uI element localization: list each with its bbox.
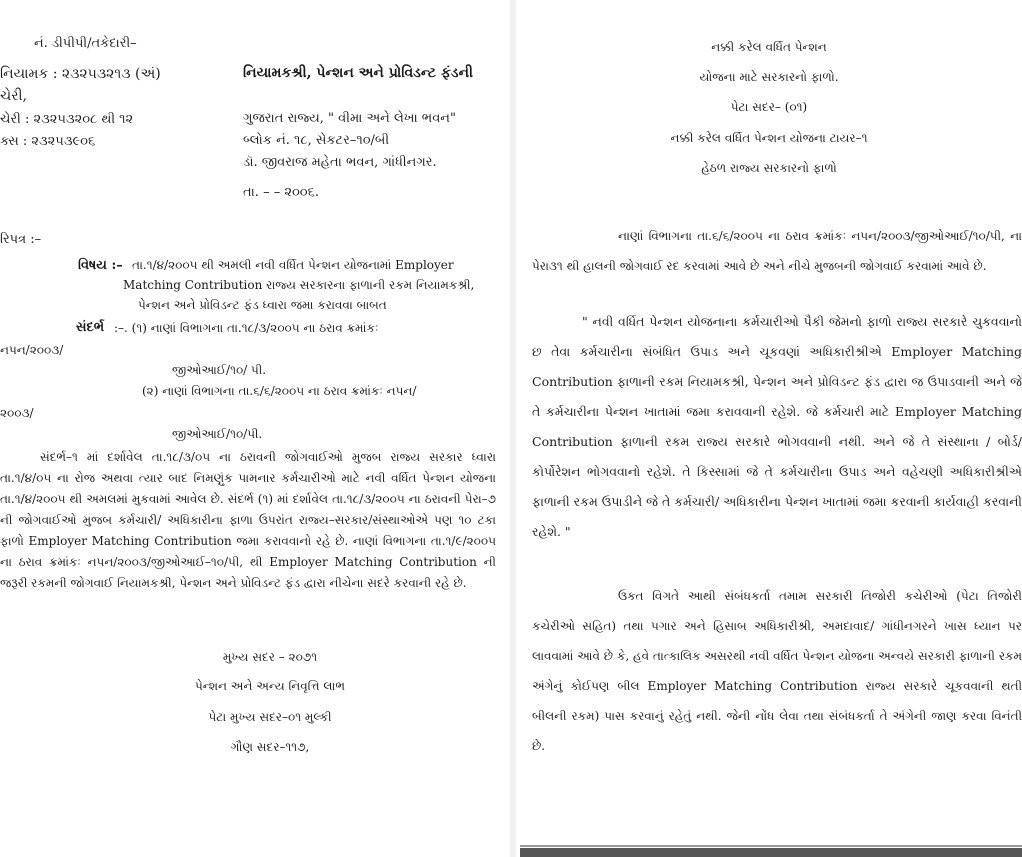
reference-1-line-3: જીઓઆઈ/૧૦/ પી.	[172, 363, 267, 377]
left-page	[0, 0, 510, 857]
subject-line-1: તા.૧/૪/૨૦૦૫ થી અમલી નવી વર્ધિત પેન્શન યોજનામાં Employer	[132, 258, 454, 272]
page-edge-line	[520, 845, 1022, 847]
phone-office: નિયામક : ૨૩૨૫૩૨૧૩ (અં)	[0, 66, 161, 82]
reference-2-line-1: (૨) નાણાં વિભાગના તા.૬/૬/૨૦૦૫ ના ઠરાવ ક્રમાંકઃ નપન/	[142, 384, 417, 398]
budget-head-3: પેટા મુખ્ય સદર–૦૧ મુલ્કી	[208, 710, 332, 724]
right-head-1: નક્કી કરેલ વર્ધિત પેન્શન	[711, 40, 827, 54]
page-edge-bar	[520, 848, 1022, 857]
right-paragraph-1: નાણાં વિભાગના તા.૬/૬/૨૦૦૫ ના ઠરાવ ક્રમાંકઃ નપન/૨૦૦૩/જીઓઆઈ/૧૦/પી, ના પેરા૩૧ થી હાલની જોગવાઈ રદ કરવામાં આવે છે અને નીચે મુજબની જોગવાઈ કરવામાં આવે છે.	[532, 229, 1022, 273]
right-head-2: યોજના માટે સરકારનો ફાળો.	[699, 70, 839, 84]
reference-2-line-2: ૨૦૦૩/	[0, 406, 34, 420]
right-head-5: હેઠળ રાજ્ય સરકારનો ફાળો	[701, 161, 837, 175]
budget-head-1: મુખ્ય સદર – ૨૦૭૧	[222, 650, 318, 664]
right-page	[516, 0, 1022, 857]
reference-1-line-1: :–. (૧) નાણાં વિભાગના તા.૧૮/૩/૨૦૦૫ ના ઠરાવ ક્રમાંકઃ	[114, 321, 379, 335]
budget-head-4: ગૌણ સદર–૧૧૭,	[230, 740, 310, 754]
subject-line-3: પેન્શન અને પ્રોવિડન્ટ ફંડ ધ્વારા જમા કરાવવા બાબત	[138, 298, 387, 312]
right-paragraph-2: " નવી વર્ધિત પેન્શન યોજનાના કર્મચારીઓ પૈકી જેમનો ફાળો રાજ્ય સરકારે ચુકવવાનો છ તેવા કર્મચારીના સંબંધિત ઉપાડ અને ચૂકવણાં અધિકારીશ્રીએ Employer Matching Contribution ફાળાની રકમ નિયામકશ્રી, પેન્શન અને પ્રોવિડન્ટ ફંડ દ્વારા જ ઉપાડવાની અને જે તે કર્મચારીના પેન્શન ખાતામાં જમા કરાવવાની રહેશે. જે કર્મચારી માટે Employer Matching Contribution ફાળાની રકમ રાજ્ય સરકારે ભોગવવાની નથી. અને જે તે સંસ્થાના / બોર્ડ/ કોર્પોરેશન ભોગવવાનો રહેશે. તે કિસ્સામાં જે તે કર્મચારીના ઉપાડ અને વહેચણી અધિકારીશ્રીએ ફાળાની રકમ ઉપાડીને જે તે કર્મચારી/ અધિકારીના પેન્શન ખાતામાં જમા કરવાની કાર્યવાહી કરવાની રહેશે. "	[532, 314, 1022, 539]
reference-number: નં. ડીપીપી/તકેદારી–	[34, 36, 137, 51]
address-line-2: બ્લોક નં. ૧૮, સેકટર–૧૦/બી	[243, 133, 390, 148]
reference-2-line-3: જીઓઆઈ/૧૦/પી.	[172, 427, 263, 441]
phone-office-3: ચેરી : ૨૩૨૫૩૨૦૮ થી ૧૨	[0, 112, 134, 127]
subject-line-2: Matching Contribution રાજ્ય સરકારના ફાળાની રકમ નિયામકશ્રી,	[123, 278, 475, 292]
subject-label: વિષય :–	[78, 258, 123, 273]
fax-number: ક્સ : ૨૩૨૫૩૯૦૬	[0, 134, 96, 149]
budget-head-2: પેન્શન અને અન્ય નિવૃત્તિ લાભ	[195, 679, 345, 693]
reference-1-line-2: નપન/૨૦૦૩/	[0, 343, 64, 357]
right-head-3: પેટા સદર– (૦૧)	[730, 100, 808, 114]
reference-label: સંદર્ભ	[76, 320, 105, 335]
right-paragraph-3: ઉકત વિગતે આથી સંબંધકર્તા તમામ સરકારી તિજોરી કચેરીઓ (પેટા તિજોરી કચેરીઓ સહિત) તથા પગાર અને હિસાબ અધિકારીશ્રી, અમદાવાદ/ ગાંધીનગરને ખાસ ધ્યાન પર લાવવામાં આવે છે કે, હવે તાત્કાલિક અસરથી નવી વર્ધિત પેન્શન યોજના અન્વયે સરકારી ફાળાની રકમ અંગેનું કોઈપણ બીલ Employer Matching Contribution રાજ્ય સરકારે ચૂકવવાની થતી બીલની રકમ) પાસ કરવાનું રહેતું નથી. જેની નોંધ લેવા તથા સંબંધકર્તા તે અંગેની જાણ કરવા વિનંતી છે.	[532, 589, 1022, 753]
address-line-3: ડૉ. જીવરાજ મહેતા ભવન, ગાંધીનગર.	[243, 155, 437, 170]
right-head-4: નક્કી કરેલ વર્ધિત પેન્શન યોજના ટાયર–૧	[670, 131, 868, 145]
address-line-1: ગુજરાત રાજ્ય, " વીમા અને લેખા ભવન"	[243, 111, 456, 126]
body-paragraph: સંદર્ભ–૧ માં દર્શાવેલ તા.૧૮/૩/૦૫ ના ઠરાવની જોગવાઈઓ મુજબ રાજ્ય સરકાર ધ્વારા તા.૧/૪/૦૫ ના રોજ અથવા ત્યાર બાદ નિમણુંક પામનાર કર્મચારીઓ માટે નવી વર્ધિત પેન્શન યોજના તા.૧/૪/૨૦૦૫ થી અમલમાં મુકવામાં આવેલ છે. સંદર્ભ (૧) માં દર્શાવેલ તા.૧૮/૩/૨૦૦૫ ના ઠરાવની પેરા–૭ ની જોગવાઈઓ મુજબ કર્મચારી/ અધિકારીના ફાળા ઉપરાંત રાજ્ય–સરકાર/સંસ્થાઓએ પણ ૧૦ ટકા ફાળો Employer Matching Contribution જમા કરાવવાનો રહે છે. નાણાં વિભાગના તા.૧/૯/૨૦૦૫ ના ઠરાવ ક્રમાંકઃ નપન/૨૦૦૩/જીઓઆઈ–૧૦/પી, થી Employer Matching Contribution ની જરૂરી રકમની જોગવાઈ નિયામકશ્રી, પેન્શન અને પ્રોવિડન્ટ ફંડ દ્વારા નીચેના સદરે કરવાની રહે છે.	[0, 450, 496, 590]
circular-heading: રિપત્ર :–	[0, 232, 42, 247]
phone-office-2: ચેરી,	[0, 88, 27, 104]
letter-date: તા. – – ૨૦૦૬.	[243, 185, 320, 200]
department-name: નિયામકશ્રી, પેન્શન અને પ્રોવિડન્ટ ફંડની	[243, 65, 474, 81]
